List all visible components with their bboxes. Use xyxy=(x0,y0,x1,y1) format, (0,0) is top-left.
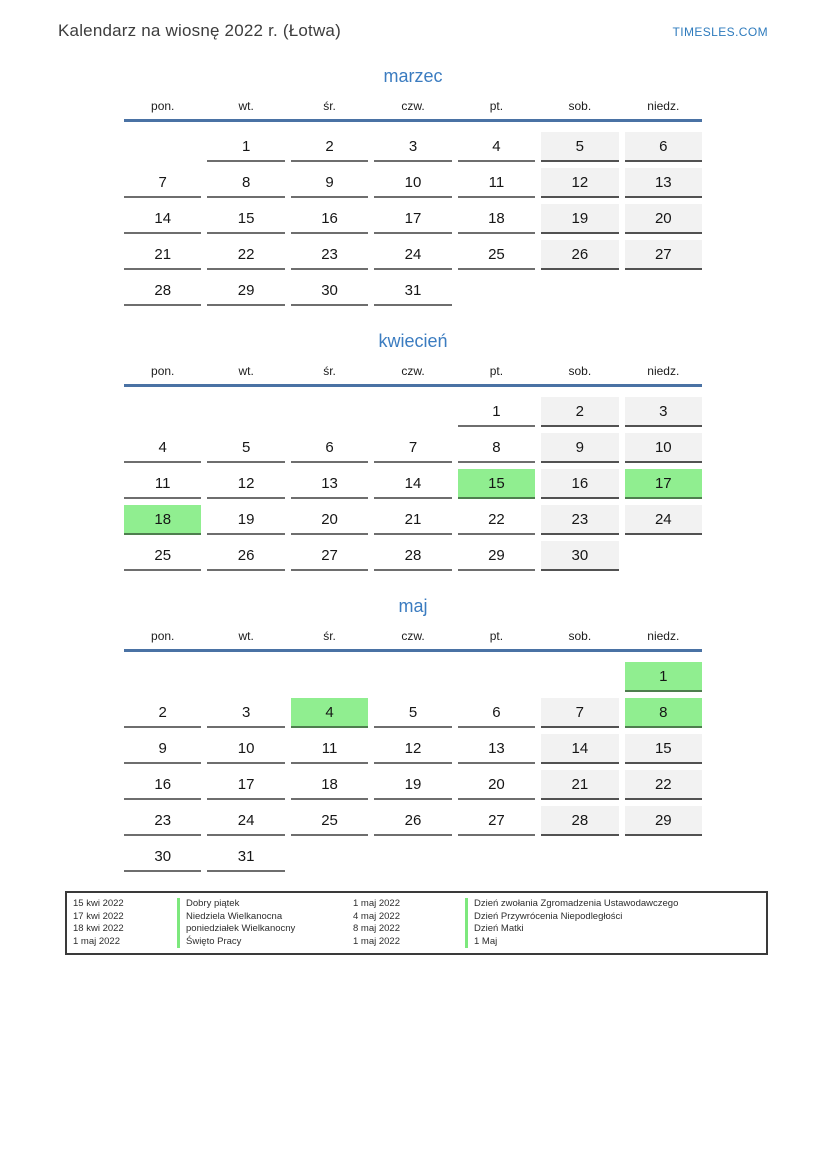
day-cell: 17 xyxy=(374,204,451,234)
day-cell: 28 xyxy=(374,541,451,571)
holiday-date: 18 kwi 2022 xyxy=(73,923,124,934)
day-cell: 27 xyxy=(291,541,368,571)
weekday-label: śr. xyxy=(323,99,336,113)
day-cell: 3 xyxy=(374,132,451,162)
weekday-label: niedz. xyxy=(647,629,680,643)
day-cell: 11 xyxy=(291,734,368,764)
day-cell: 25 xyxy=(124,541,201,571)
day-cell-weekend: 6 xyxy=(625,132,702,162)
weekday-label: pt. xyxy=(489,99,504,113)
day-cell-empty xyxy=(625,842,702,872)
day-cell-empty xyxy=(541,276,618,306)
legend-row xyxy=(73,898,760,911)
day-cell: 24 xyxy=(207,806,284,836)
day-cell: 19 xyxy=(207,505,284,535)
weeks-grid xyxy=(124,387,702,571)
day-cell-weekend: 23 xyxy=(541,505,618,535)
holiday-name: 1 Maj xyxy=(465,936,760,949)
weekday-header-row xyxy=(124,629,702,649)
weekday-label: czw. xyxy=(401,99,425,113)
day-cell: 15 xyxy=(207,204,284,234)
day-cell: 6 xyxy=(291,433,368,463)
day-cell-empty xyxy=(458,842,535,872)
day-cell: 1 xyxy=(207,132,284,162)
holiday-date: 1 maj 2022 xyxy=(353,935,401,947)
weekday-label: sob. xyxy=(568,629,592,643)
day-cell: 26 xyxy=(374,806,451,836)
week-row xyxy=(124,541,702,571)
week-row xyxy=(124,433,702,463)
day-cell-weekend: 9 xyxy=(541,433,618,463)
day-cell-holiday: 4 xyxy=(291,698,368,728)
day-cell-holiday: 8 xyxy=(625,698,702,728)
day-cell: 23 xyxy=(124,806,201,836)
weekday-label: sob. xyxy=(568,99,592,113)
day-cell: 11 xyxy=(124,469,201,499)
day-cell: 20 xyxy=(458,770,535,800)
day-cell: 18 xyxy=(458,204,535,234)
day-cell-empty xyxy=(458,276,535,306)
day-cell: 2 xyxy=(124,698,201,728)
day-cell-weekend: 27 xyxy=(625,240,702,270)
day-cell-empty xyxy=(541,842,618,872)
day-cell-empty xyxy=(374,397,451,427)
legend-row xyxy=(73,923,760,936)
weekday-label: wt. xyxy=(238,364,254,378)
day-cell: 14 xyxy=(124,204,201,234)
day-cell: 11 xyxy=(458,168,535,198)
holiday-date: 1 maj 2022 xyxy=(73,935,121,947)
day-cell-weekend: 15 xyxy=(625,734,702,764)
day-cell: 7 xyxy=(124,168,201,198)
weekday-label: śr. xyxy=(323,629,336,643)
holiday-name: Dzień Matki xyxy=(465,923,760,936)
month-title: marzec xyxy=(383,66,443,86)
day-cell-weekend: 26 xyxy=(541,240,618,270)
day-cell-empty xyxy=(124,662,201,692)
day-cell: 29 xyxy=(458,541,535,571)
day-cell: 30 xyxy=(124,842,201,872)
months-container xyxy=(0,66,827,872)
weekday-header-row xyxy=(124,99,702,119)
day-cell-empty xyxy=(124,132,201,162)
holiday-date: 8 maj 2022 xyxy=(353,923,401,934)
week-row xyxy=(124,734,702,764)
month-kwiecień xyxy=(124,331,702,571)
day-cell: 10 xyxy=(374,168,451,198)
week-row xyxy=(124,770,702,800)
week-row xyxy=(124,806,702,836)
holiday-name: Dzień zwołania Zgromadzenia Ustawodawczego xyxy=(465,898,760,911)
day-cell-weekend: 24 xyxy=(625,505,702,535)
month-marzec xyxy=(124,66,702,306)
day-cell-weekend: 30 xyxy=(541,541,618,571)
day-cell-empty xyxy=(374,842,451,872)
holiday-date: 17 kwi 2022 xyxy=(73,910,124,922)
holiday-date: 1 maj 2022 xyxy=(353,898,401,909)
day-cell-weekend: 21 xyxy=(541,770,618,800)
day-cell-weekend: 16 xyxy=(541,469,618,499)
day-cell: 5 xyxy=(374,698,451,728)
day-cell: 4 xyxy=(124,433,201,463)
day-cell-empty xyxy=(541,662,618,692)
day-cell: 8 xyxy=(207,168,284,198)
week-row xyxy=(124,240,702,270)
weekday-label: pon. xyxy=(151,364,175,378)
day-cell: 8 xyxy=(458,433,535,463)
day-cell: 26 xyxy=(207,541,284,571)
weekday-label: pon. xyxy=(151,629,175,643)
day-cell-weekend: 3 xyxy=(625,397,702,427)
weeks-grid xyxy=(124,122,702,306)
holiday-date: 4 maj 2022 xyxy=(353,910,401,922)
month-maj xyxy=(124,596,702,872)
day-cell-empty xyxy=(374,662,451,692)
weekday-label: czw. xyxy=(401,629,425,643)
top-bar xyxy=(0,0,827,41)
month-title: kwiecień xyxy=(378,331,448,351)
day-cell: 10 xyxy=(207,734,284,764)
day-cell-weekend: 10 xyxy=(625,433,702,463)
holiday-name: Niedziela Wielkanocna xyxy=(177,911,353,924)
week-row xyxy=(124,842,702,872)
holiday-name: poniedziałek Wielkanocny xyxy=(177,923,353,936)
page-title: Kalendarz na wiosnę 2022 r. (Łotwa) xyxy=(58,21,341,40)
day-cell: 3 xyxy=(207,698,284,728)
day-cell-holiday: 15 xyxy=(458,469,535,499)
day-cell: 4 xyxy=(458,132,535,162)
day-cell: 9 xyxy=(291,168,368,198)
day-cell: 21 xyxy=(374,505,451,535)
holiday-name: Dobry piątek xyxy=(177,898,353,911)
day-cell: 12 xyxy=(207,469,284,499)
day-cell: 7 xyxy=(374,433,451,463)
week-row xyxy=(124,505,702,535)
day-cell: 1 xyxy=(458,397,535,427)
day-cell-weekend: 14 xyxy=(541,734,618,764)
day-cell-holiday: 1 xyxy=(625,662,702,692)
week-row xyxy=(124,132,702,162)
day-cell: 6 xyxy=(458,698,535,728)
day-cell-empty xyxy=(625,276,702,306)
day-cell-empty xyxy=(458,662,535,692)
day-cell-empty xyxy=(207,662,284,692)
week-row xyxy=(124,397,702,427)
weeks-grid xyxy=(124,652,702,872)
weekday-label: niedz. xyxy=(647,364,680,378)
day-cell-weekend: 2 xyxy=(541,397,618,427)
weekday-label: śr. xyxy=(323,364,336,378)
day-cell: 31 xyxy=(207,842,284,872)
day-cell: 25 xyxy=(291,806,368,836)
day-cell-empty xyxy=(625,541,702,571)
site-link[interactable]: TIMESLES.COM xyxy=(672,25,768,39)
day-cell-weekend: 29 xyxy=(625,806,702,836)
day-cell: 20 xyxy=(291,505,368,535)
day-cell: 29 xyxy=(207,276,284,306)
day-cell: 23 xyxy=(291,240,368,270)
day-cell-holiday: 17 xyxy=(625,469,702,499)
day-cell: 16 xyxy=(124,770,201,800)
weekday-label: wt. xyxy=(238,629,254,643)
day-cell-empty xyxy=(291,842,368,872)
day-cell-weekend: 12 xyxy=(541,168,618,198)
week-row xyxy=(124,168,702,198)
week-row xyxy=(124,276,702,306)
week-row xyxy=(124,698,702,728)
day-cell-weekend: 5 xyxy=(541,132,618,162)
weekday-label: pt. xyxy=(489,629,504,643)
day-cell: 5 xyxy=(207,433,284,463)
day-cell: 13 xyxy=(291,469,368,499)
weekday-label: wt. xyxy=(238,99,254,113)
day-cell-holiday: 18 xyxy=(124,505,201,535)
day-cell-weekend: 7 xyxy=(541,698,618,728)
day-cell-weekend: 22 xyxy=(625,770,702,800)
day-cell: 18 xyxy=(291,770,368,800)
day-cell-weekend: 19 xyxy=(541,204,618,234)
day-cell-weekend: 28 xyxy=(541,806,618,836)
day-cell-empty xyxy=(207,397,284,427)
day-cell: 16 xyxy=(291,204,368,234)
legend-row xyxy=(73,936,760,949)
weekday-label: sob. xyxy=(568,364,592,378)
day-cell-empty xyxy=(124,397,201,427)
legend-row xyxy=(73,911,760,924)
week-row xyxy=(124,204,702,234)
week-row xyxy=(124,469,702,499)
weekday-label: pon. xyxy=(151,99,175,113)
day-cell: 30 xyxy=(291,276,368,306)
day-cell: 24 xyxy=(374,240,451,270)
day-cell: 17 xyxy=(207,770,284,800)
day-cell: 31 xyxy=(374,276,451,306)
day-cell-empty xyxy=(291,662,368,692)
day-cell: 2 xyxy=(291,132,368,162)
day-cell: 9 xyxy=(124,734,201,764)
holiday-date: 15 kwi 2022 xyxy=(73,898,124,909)
day-cell: 27 xyxy=(458,806,535,836)
weekday-label: pt. xyxy=(489,364,504,378)
day-cell: 21 xyxy=(124,240,201,270)
weekday-label: czw. xyxy=(401,364,425,378)
day-cell: 12 xyxy=(374,734,451,764)
day-cell-weekend: 20 xyxy=(625,204,702,234)
holidays-legend xyxy=(65,891,768,955)
day-cell-empty xyxy=(291,397,368,427)
holiday-name: Dzień Przywrócenia Niepodległości xyxy=(465,911,760,924)
day-cell: 25 xyxy=(458,240,535,270)
month-title: maj xyxy=(398,596,428,616)
day-cell: 13 xyxy=(458,734,535,764)
day-cell: 14 xyxy=(374,469,451,499)
weekday-label: niedz. xyxy=(647,99,680,113)
day-cell: 19 xyxy=(374,770,451,800)
day-cell: 22 xyxy=(458,505,535,535)
week-row xyxy=(124,662,702,692)
day-cell-weekend: 13 xyxy=(625,168,702,198)
holiday-name: Święto Pracy xyxy=(177,936,353,949)
weekday-header-row xyxy=(124,364,702,384)
day-cell: 28 xyxy=(124,276,201,306)
day-cell: 22 xyxy=(207,240,284,270)
